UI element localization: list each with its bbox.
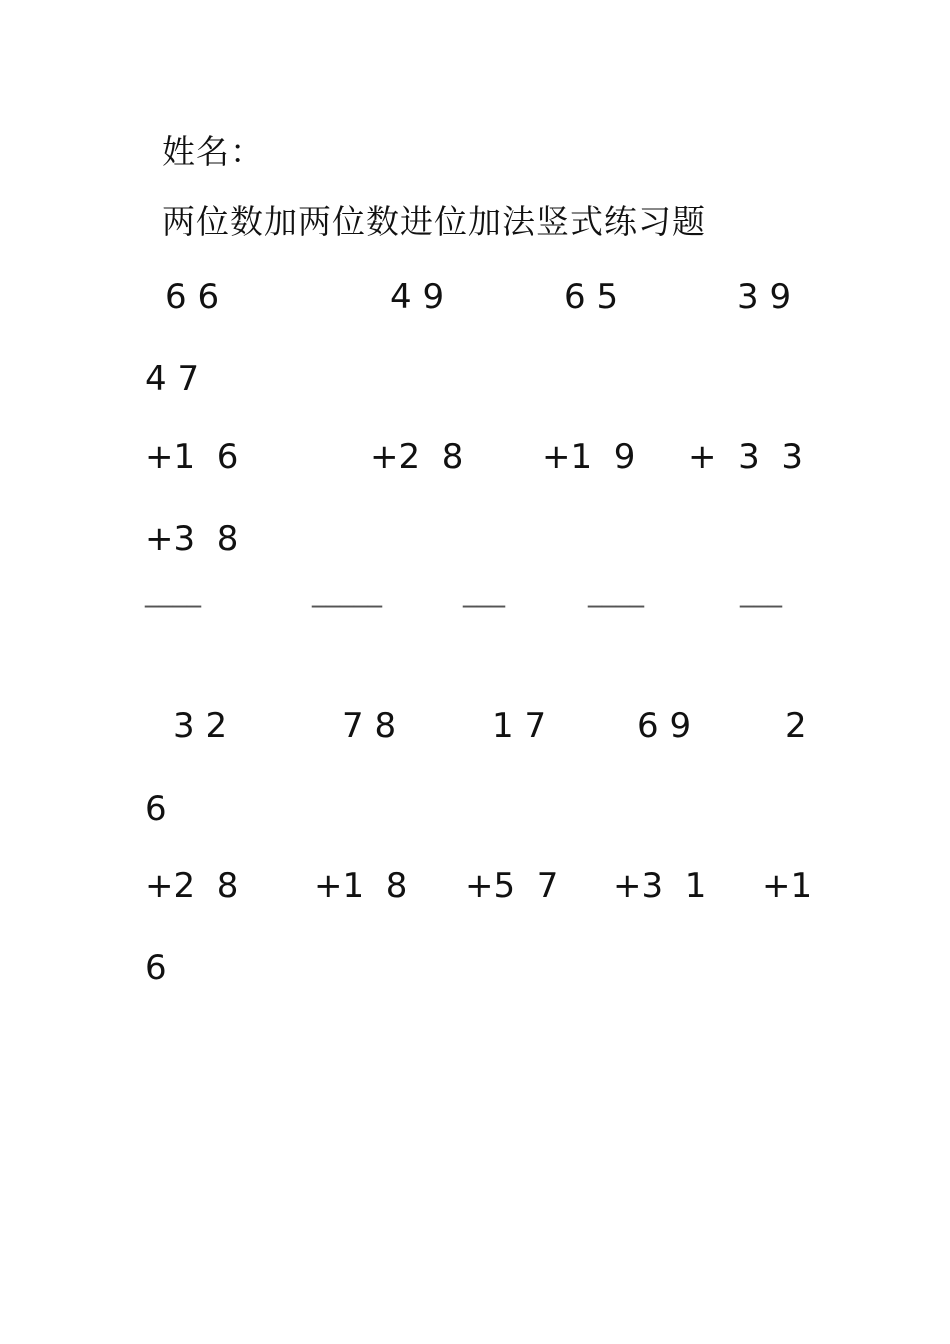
addend: +1 9 — [542, 437, 636, 477]
addend: +1 8 — [314, 866, 408, 906]
top-number: 3 9 — [737, 277, 792, 317]
addend: +5 7 — [465, 866, 559, 906]
top-number: 3 2 — [173, 706, 228, 746]
name-label: 姓名： — [162, 132, 264, 171]
answer-line: ____ — [145, 575, 201, 608]
answer-line: ___ — [463, 575, 505, 608]
top-number: 7 8 — [342, 706, 397, 746]
top-number: 6 5 — [564, 277, 619, 317]
top-number: 6 9 — [637, 706, 692, 746]
top-number-wrapped: 6 — [145, 789, 167, 829]
answer-line: _____ — [312, 575, 382, 608]
addend: +3 1 — [613, 866, 707, 906]
addend: + 3 3 — [688, 437, 803, 477]
top-number: 4 9 — [390, 277, 445, 317]
answer-line: ____ — [588, 575, 644, 608]
top-number: 6 6 — [165, 277, 220, 317]
answer-line: ___ — [740, 575, 782, 608]
addend-wrapped: 6 — [145, 948, 167, 988]
addend: +1 — [762, 866, 813, 906]
top-number: 2 — [785, 706, 807, 746]
top-number-wrapped: 4 7 — [145, 359, 200, 399]
top-number: 1 7 — [492, 706, 547, 746]
addend: +2 8 — [370, 437, 464, 477]
addend-wrapped: +3 8 — [145, 519, 239, 559]
addend: +1 6 — [145, 437, 239, 477]
worksheet-title: 两位数加两位数进位加法竖式练习题 — [162, 202, 706, 241]
addend: +2 8 — [145, 866, 239, 906]
